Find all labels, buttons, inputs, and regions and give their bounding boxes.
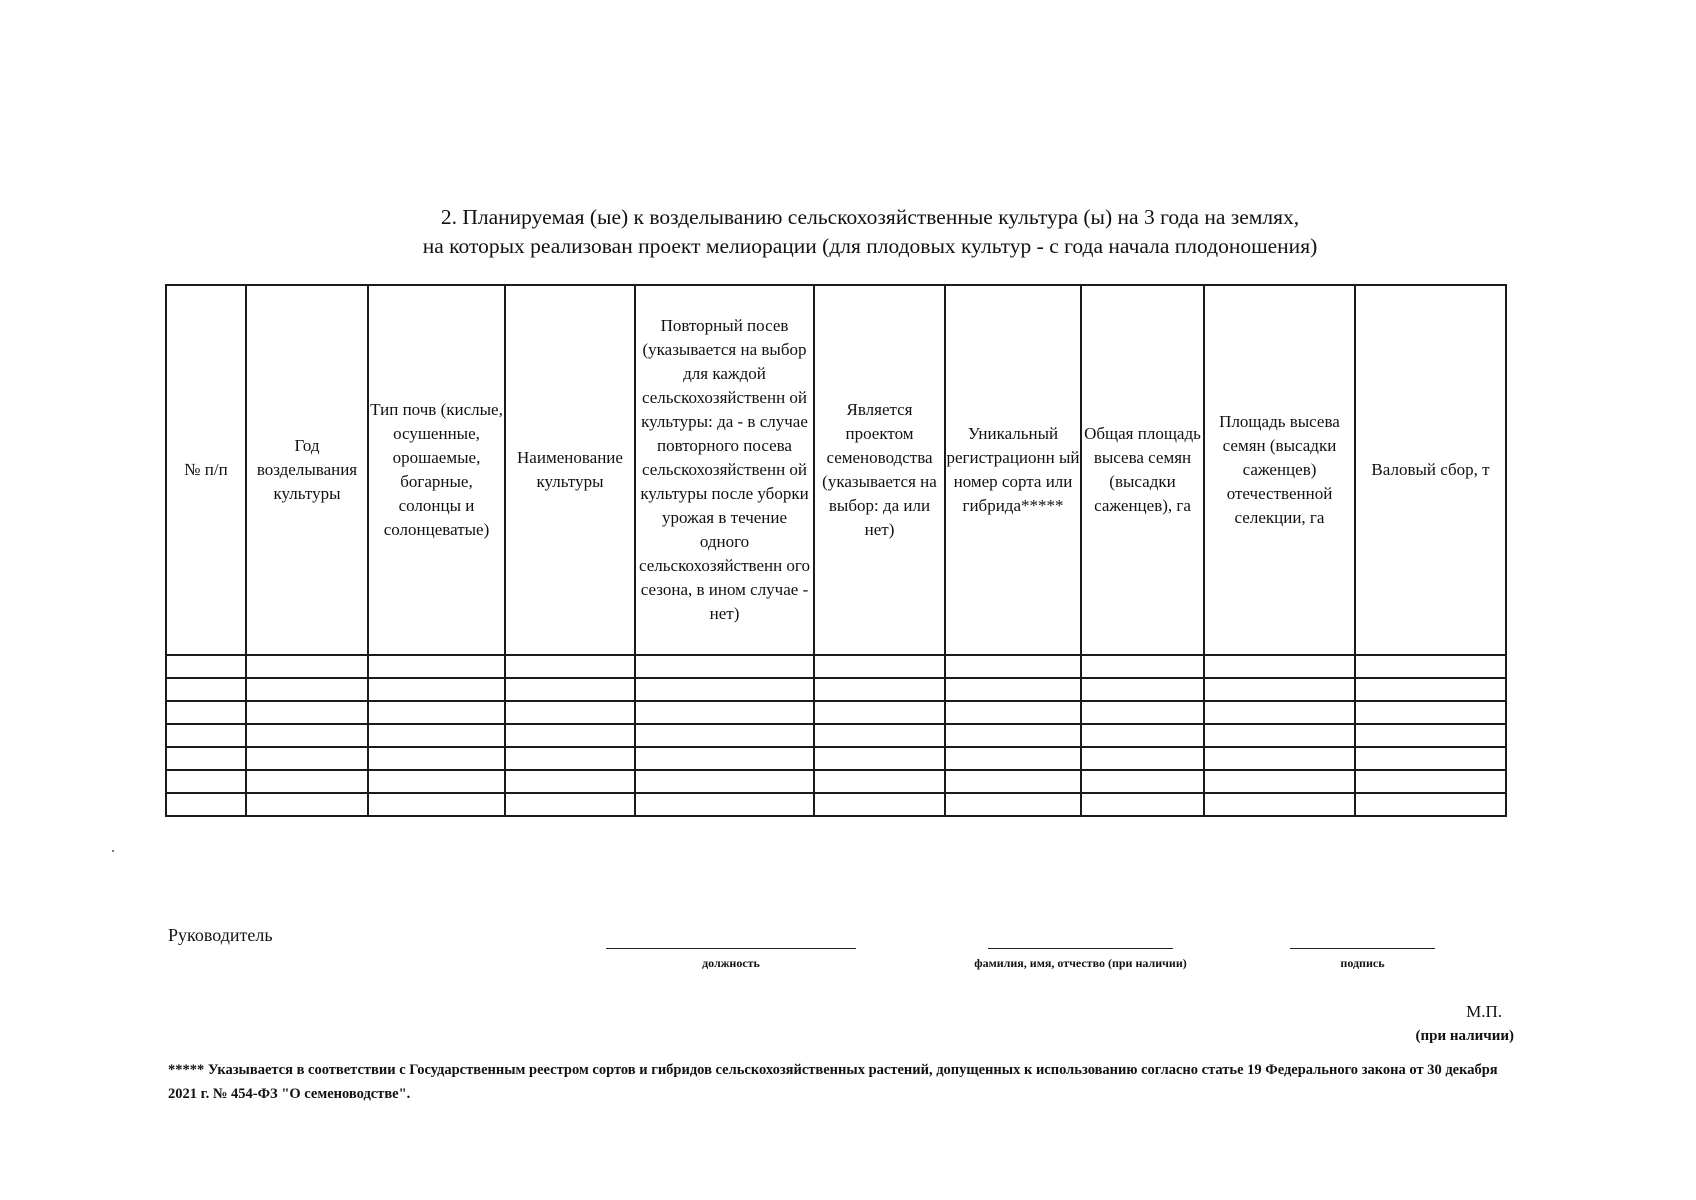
title-line-1: 2. Планируемая (ые) к возделыванию сельскохозяйственные культура (ы) на 3 года на землях, xyxy=(440,205,1300,229)
table-cell[interactable] xyxy=(945,678,1081,701)
table-cell[interactable] xyxy=(945,770,1081,793)
table-cell[interactable] xyxy=(505,701,635,724)
table-cell[interactable] xyxy=(505,724,635,747)
table-cell[interactable] xyxy=(1355,655,1506,678)
name-caption: фамилия, имя, отчество (при наличии) xyxy=(974,956,1187,970)
table-row xyxy=(166,678,1506,701)
table-cell[interactable] xyxy=(635,747,814,770)
crops-table xyxy=(165,284,1507,817)
table-cell[interactable] xyxy=(1081,770,1204,793)
table-cell[interactable] xyxy=(635,724,814,747)
table-cell[interactable] xyxy=(945,701,1081,724)
table-cell[interactable] xyxy=(945,793,1081,816)
table-cell[interactable] xyxy=(1081,655,1204,678)
table-row xyxy=(166,793,1506,816)
table-cell[interactable] xyxy=(166,724,246,747)
table-row xyxy=(166,655,1506,678)
table-cell[interactable] xyxy=(505,770,635,793)
table-cell[interactable] xyxy=(814,678,945,701)
form-title xyxy=(0,203,1696,261)
table-cell[interactable] xyxy=(166,678,246,701)
col-header-total-area: Общая площадь высева семян (высадки саженцев), га xyxy=(1081,285,1204,655)
table-body xyxy=(166,655,1506,816)
stamp-note: (при наличии) xyxy=(1415,1028,1514,1044)
table-cell[interactable] xyxy=(635,793,814,816)
col-header-crop-name: Наименование культуры xyxy=(505,285,635,655)
table-cell[interactable] xyxy=(1355,678,1506,701)
scan-speck xyxy=(112,850,114,852)
table-cell[interactable] xyxy=(505,793,635,816)
table-cell[interactable] xyxy=(814,747,945,770)
table-cell[interactable] xyxy=(1204,770,1355,793)
table-cell[interactable] xyxy=(1081,724,1204,747)
table-cell[interactable] xyxy=(368,793,505,816)
table-cell[interactable] xyxy=(246,724,368,747)
table-cell[interactable] xyxy=(1204,678,1355,701)
table-row xyxy=(166,724,1506,747)
col-header-year: Год возделывания культуры xyxy=(246,285,368,655)
table-cell[interactable] xyxy=(1081,793,1204,816)
table-cell[interactable] xyxy=(945,747,1081,770)
col-header-number: № п/п xyxy=(166,285,246,655)
table-cell[interactable] xyxy=(814,655,945,678)
table-cell[interactable] xyxy=(166,747,246,770)
table-cell[interactable] xyxy=(246,770,368,793)
table-cell[interactable] xyxy=(368,701,505,724)
table-cell[interactable] xyxy=(1081,747,1204,770)
stamp-block xyxy=(1416,1000,1514,1048)
table-cell[interactable] xyxy=(246,701,368,724)
table-row xyxy=(166,701,1506,724)
footnote: ***** Указывается в соответствии с Государственным реестром сортов и гибридов сельскохозяйственных растений, допущенных к использованию согласно статье 19 Федерального закона от 30 декабря 2021 г. № 454-ФЗ "О семеноводстве". xyxy=(168,1062,1498,1102)
col-header-soil-type: Тип почв (кислые, осушенные, орошаемые, богарные, солонцы и солонцеватые) xyxy=(368,285,505,655)
table-cell[interactable] xyxy=(1081,678,1204,701)
table-row xyxy=(166,747,1506,770)
table-cell[interactable] xyxy=(1204,747,1355,770)
table-cell[interactable] xyxy=(246,793,368,816)
manager-label: Руководитель xyxy=(168,925,273,945)
name-line xyxy=(988,948,1173,949)
table-cell[interactable] xyxy=(368,770,505,793)
table-cell[interactable] xyxy=(1204,701,1355,724)
table-cell[interactable] xyxy=(166,701,246,724)
table-cell[interactable] xyxy=(635,678,814,701)
position-line xyxy=(606,948,856,949)
header-row xyxy=(166,285,1506,655)
stamp-mp: М.П. xyxy=(1466,1002,1502,1021)
table-cell[interactable] xyxy=(1355,747,1506,770)
table-cell[interactable] xyxy=(1204,793,1355,816)
table-cell[interactable] xyxy=(368,655,505,678)
table-cell[interactable] xyxy=(1355,793,1506,816)
table-cell[interactable] xyxy=(814,770,945,793)
position-caption: должность xyxy=(702,956,760,970)
table-cell[interactable] xyxy=(368,724,505,747)
table-cell[interactable] xyxy=(1355,701,1506,724)
table-cell[interactable] xyxy=(246,655,368,678)
table-cell[interactable] xyxy=(505,678,635,701)
signature-line xyxy=(1290,948,1435,949)
table-cell[interactable] xyxy=(1204,724,1355,747)
title-line-2: на которых реализован проект мелиорации (для плодовых культур - с года начала плодоношения) xyxy=(422,234,1318,258)
signature-caption: подпись xyxy=(1340,956,1385,970)
table-cell[interactable] xyxy=(945,655,1081,678)
col-header-repeat-sowing: Повторный посев (указывается на выбор для каждой сельскохозяйственн ой культуры: да - в случае повторного посева сельскохозяйственн ой культуры после уборки урожая в течение одного сельскохозяйственн ого сезона, в ином случае - нет) xyxy=(635,285,814,655)
table-row xyxy=(166,770,1506,793)
table-cell[interactable] xyxy=(1355,724,1506,747)
table-cell[interactable] xyxy=(368,678,505,701)
table-cell[interactable] xyxy=(945,724,1081,747)
table-cell[interactable] xyxy=(166,793,246,816)
table-cell[interactable] xyxy=(635,701,814,724)
table-cell[interactable] xyxy=(1081,701,1204,724)
col-header-registration-number: Уникальный регистрационн ый номер сорта или гибрида***** xyxy=(945,285,1081,655)
table-cell[interactable] xyxy=(1204,655,1355,678)
table-cell[interactable] xyxy=(1355,770,1506,793)
col-header-gross-yield: Валовый сбор, т xyxy=(1355,285,1506,655)
table-cell[interactable] xyxy=(505,655,635,678)
table-cell[interactable] xyxy=(635,770,814,793)
col-header-seed-project: Является проектом семеноводства (указывается на выбор: да или нет) xyxy=(814,285,945,655)
table-cell[interactable] xyxy=(635,655,814,678)
table-cell[interactable] xyxy=(505,747,635,770)
table-cell[interactable] xyxy=(166,655,246,678)
table-cell[interactable] xyxy=(814,701,945,724)
table-cell[interactable] xyxy=(814,724,945,747)
table-cell[interactable] xyxy=(246,678,368,701)
table-cell[interactable] xyxy=(246,747,368,770)
table-cell[interactable] xyxy=(166,770,246,793)
table-cell[interactable] xyxy=(814,793,945,816)
col-header-domestic-area: Площадь высева семян (высадки саженцев) отечественной селекции, га xyxy=(1204,285,1355,655)
table-cell[interactable] xyxy=(368,747,505,770)
